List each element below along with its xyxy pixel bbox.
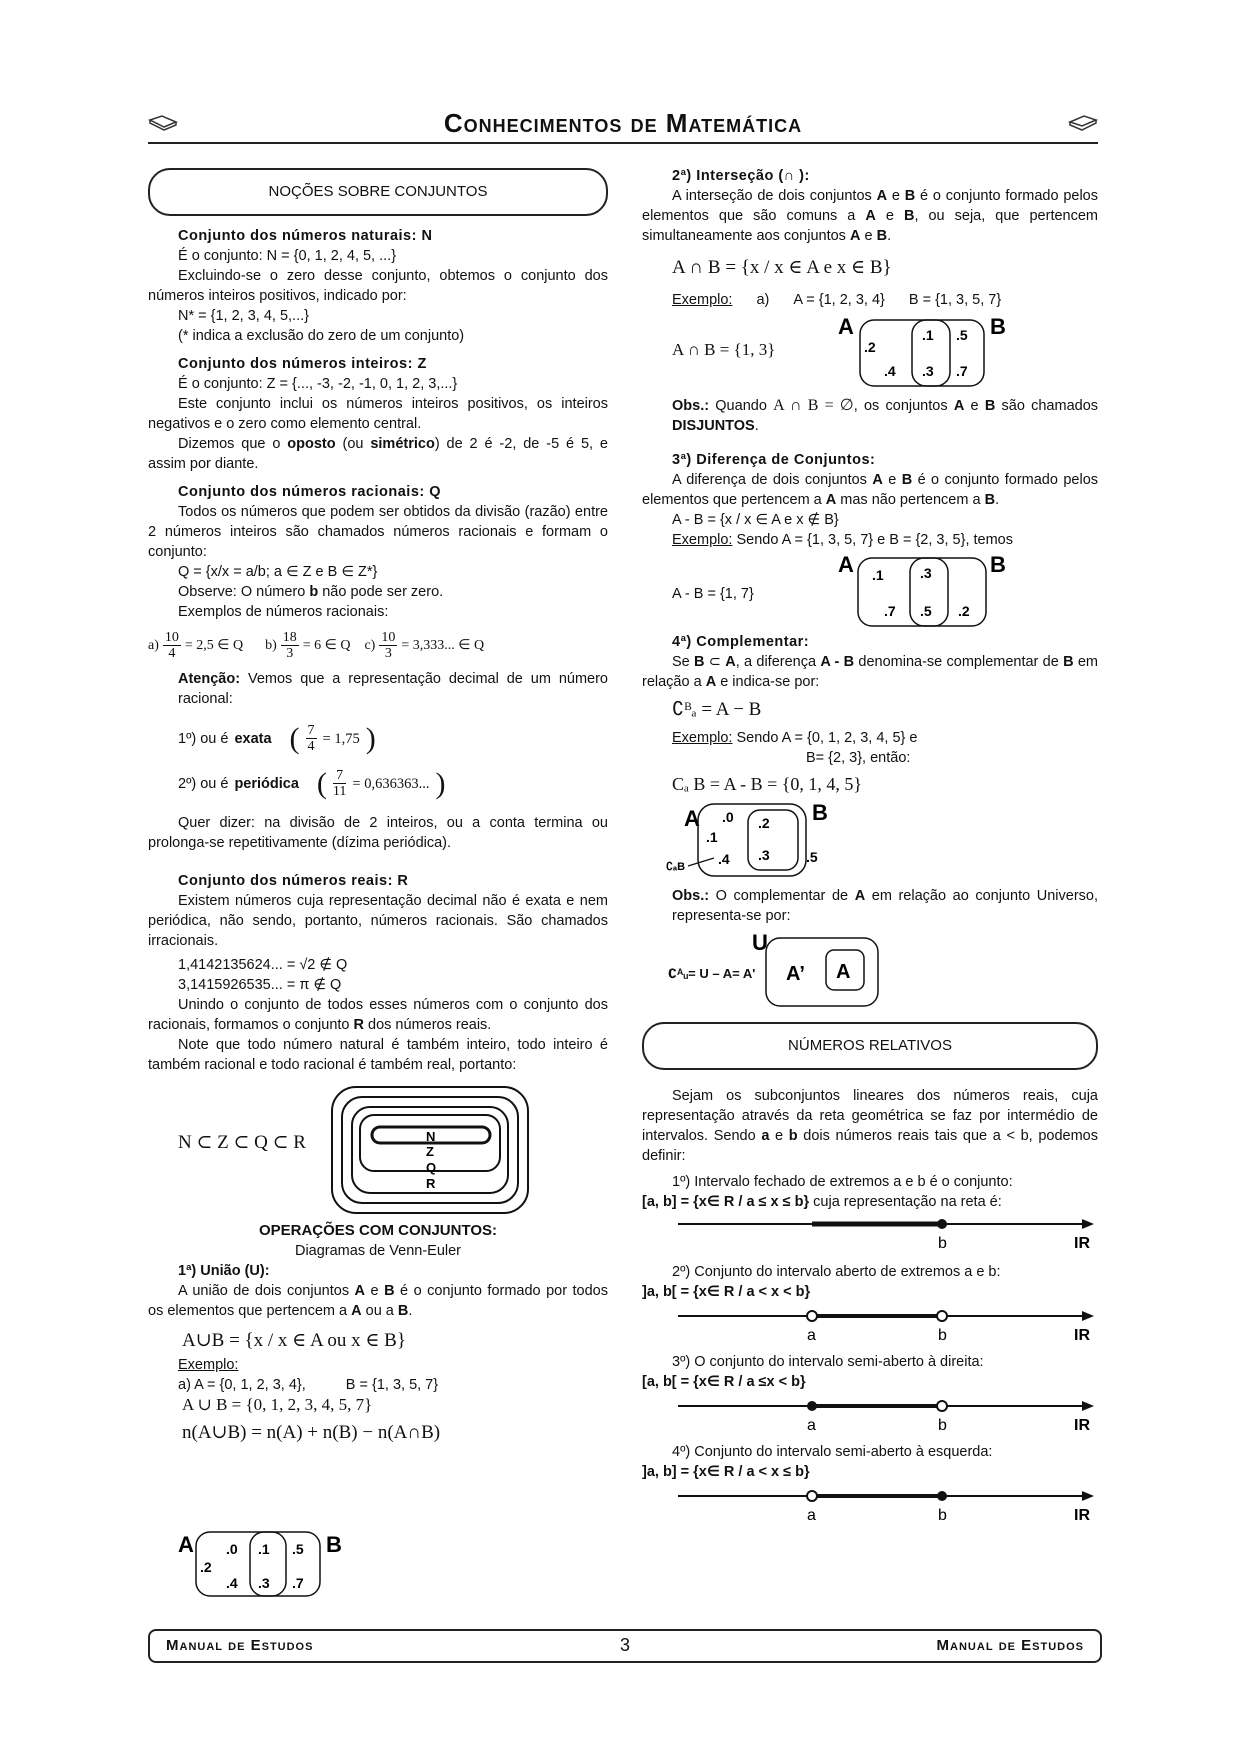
section-heading: 1ª) União (U): (178, 1263, 270, 1279)
svg-text:IR: IR (1074, 1417, 1090, 1434)
text-line: É o conjunto: N = {0, 1, 2, 4, 5, ...} (178, 248, 397, 264)
paragraph: Se B ⊂ A, a diferença A - B denomina-se complementar de B em relação a A e indica-se por: (642, 654, 1099, 690)
paragraph: Todos os números que podem ser obtidos da divisão (razão) entre 2 números inteiros são chamados números racionais e formam o conjunto: (148, 504, 608, 560)
example-label: Exemplo: (178, 1357, 239, 1373)
svg-text:.7: .7 (884, 603, 896, 619)
svg-text:IR: IR (1074, 1235, 1090, 1252)
union-count-formula: n(A∪B) = n(A) + n(B) − n(A∩B) (182, 1422, 441, 1443)
svg-text:.2: .2 (200, 1559, 212, 1575)
svg-text:.5: .5 (292, 1541, 304, 1557)
universe-complement-figure (642, 926, 1098, 1014)
venn-diagram-union (178, 1530, 348, 1600)
text-line: Exemplos de números racionais: (178, 604, 389, 620)
svg-text:A: A (684, 806, 700, 831)
periodic-example: 2º) ou é periódica ( $\frac{7}{11}$ = 0,636363... ) (178, 766, 446, 800)
footer-right: Manual de Estudos (936, 1637, 1084, 1654)
number-line-closed (642, 1212, 1098, 1256)
number-line-right-open (642, 1392, 1098, 1436)
svg-text:B: B (990, 314, 1006, 339)
text-line: Q = {x/x = a/b; a ∈ Z e B ∈ Z*} (178, 564, 378, 580)
svg-text:.7: .7 (292, 1575, 304, 1591)
book-icon (1068, 112, 1098, 132)
section-title-box: NÚMEROS RELATIVOS (642, 1022, 1098, 1070)
svg-text:A: A (838, 314, 854, 339)
svg-text:.0: .0 (722, 809, 734, 825)
exact-example: 1º) ou é exata ( $\frac{7}{4}$ = 1,75 ) (178, 721, 376, 755)
set-label-z: Z (426, 1144, 434, 1159)
svg-text:B: B (812, 800, 828, 825)
text-line: 1,4142135624... = √2 ∉ Q (178, 957, 348, 973)
svg-text:.3: .3 (922, 363, 934, 379)
text-line: (* indica a exclusão do zero de um conjunto) (178, 328, 465, 344)
paragraph: Dizemos que o oposto (ou simétrico) de 2 é -2, de -5 é 5, e assim por diante. (148, 436, 608, 472)
intersection-example: Exemplo: a) A = {1, 2, 3, 4} B = {1, 3, 5, 7} (672, 292, 1002, 308)
svg-text:.3: .3 (758, 847, 770, 863)
svg-text:.3: .3 (258, 1575, 270, 1591)
intersection-result: A ∩ B = {1, 3} (672, 340, 776, 359)
interval-formula: [a, b[ = {x∈ R / a ≤x < b} (642, 1374, 806, 1390)
paragraph: Obs.: Quando A ∩ B = ∅, os conjuntos A e B são chamados DISJUNTOS. (672, 397, 1099, 434)
complement-result: Cₐ B = A - B = {0, 1, 4, 5} (672, 774, 863, 794)
number-line-open (642, 1302, 1098, 1346)
page-title: Conhecimentos de Matemática (443, 108, 803, 138)
paragraph: Sejam os subconjuntos lineares dos números reais, cuja representação através da reta geométrica se faz por intermédio de intervalos. Sendo a e b dois números reais tais que a < b, podemos definir: (642, 1088, 1098, 1164)
difference-result: A - B = {1, 7} (672, 586, 754, 602)
svg-text:.2: .2 (758, 815, 770, 831)
interval-formula: [a, b] = {x∈ R / a ≤ x ≤ b} cuja representação na reta é: (642, 1194, 1002, 1210)
paragraph: A união de dois conjuntos A e B é o conjunto formado por todos os elementos que pertencem a A ou a B. (148, 1283, 608, 1319)
paragraph: Note que todo número natural é também inteiro, todo inteiro é também racional e todo racional é também real, portanto: (148, 1037, 608, 1073)
rational-examples: a) $\frac{10}{4}$ = 2,5 ∈ Q b) $\frac{18}{3}$ = 6 ∈ Q c) $\frac{10}{3}$ = 3,333... ∈ Q (148, 630, 485, 661)
text-line: Exemplo: Sendo A = {0, 1, 2, 3, 4, 5} e (672, 730, 918, 746)
union-formula: A∪B = {x / x ∈ A ou x ∈ B} (182, 1330, 406, 1351)
svg-text:.7: .7 (956, 363, 968, 379)
svg-text:.5: .5 (806, 849, 818, 865)
subheading: Diagramas de Venn-Euler (294, 1243, 462, 1259)
svg-text:.2: .2 (864, 339, 876, 355)
svg-text:∁ₐB: ∁ₐB (666, 861, 686, 873)
paragraph: Unindo o conjunto de todos esses números com o conjunto dos racionais, formamos o conjunto R dos números reais. (148, 997, 608, 1033)
interval-formula: ]a, b] = {x∈ R / a < x ≤ b} (642, 1464, 810, 1480)
svg-text:A’: A’ (786, 963, 805, 985)
set-label-q: Q (426, 1160, 437, 1175)
interval-title: 3º) O conjunto do intervalo semi-aberto à direita: (672, 1354, 984, 1370)
svg-text:a: a (807, 1327, 816, 1344)
svg-text:b: b (938, 1327, 947, 1344)
union-result: A ∪ B = {0, 1, 2, 3, 4, 5, 7} (182, 1395, 373, 1414)
text-line: 3,1415926535... = π ∉ Q (178, 977, 342, 993)
svg-text:U: U (752, 930, 768, 955)
left-column (148, 166, 608, 1591)
inclusion-chain: N ⊂ Z ⊂ Q ⊂ R (178, 1132, 306, 1153)
number-line-left-open (642, 1482, 1098, 1526)
svg-text:A: A (838, 552, 854, 577)
paragraph: A diferença de dois conjuntos A e B é o conjunto formado pelos elementos que pertencem a A mas não pertencem a B. (642, 472, 1099, 508)
difference-result-row (642, 550, 1098, 630)
intersection-result-row (642, 310, 1098, 396)
svg-text:.5: .5 (956, 327, 968, 343)
section-heading: Conjunto dos números racionais: Q (178, 484, 442, 500)
venn-label-b: B (326, 1532, 342, 1557)
universe-diagram (752, 928, 882, 1010)
nested-sets-diagram (330, 1085, 530, 1215)
svg-text:.4: .4 (226, 1575, 238, 1591)
interval-title: 1º) Intervalo fechado de extremos a e b é o conjunto: (672, 1174, 1013, 1190)
text-line: N* = {1, 2, 3, 4, 5,...} (178, 308, 309, 324)
text-line: A - B = {x / x ∈ A e x ∉ B} (672, 512, 839, 528)
footer-left: Manual de Estudos (166, 1637, 314, 1654)
svg-text:.0: .0 (226, 1541, 238, 1557)
venn-label-a: A (178, 1532, 194, 1557)
venn-diagram-difference (838, 550, 1008, 630)
page-number: 3 (619, 1635, 630, 1655)
interval-title: 4º) Conjunto do intervalo semi-aberto à esquerda: (672, 1444, 993, 1460)
svg-text:.1: .1 (922, 327, 934, 343)
svg-text:.5: .5 (920, 603, 932, 619)
paragraph: A interseção de dois conjuntos A e B é o conjunto formado pelos elementos que são comuns a A e B, ou seja, que pertencem simultaneamente aos conjuntos A e B. (642, 188, 1098, 244)
text-line: Observe: O número b não pode ser zero. (178, 584, 444, 600)
interval-formula: ]a, b[ = {x∈ R / a < x < b} (642, 1284, 811, 1300)
paragraph: Atenção: Vemos que a representação decimal de um número racional: (178, 671, 608, 707)
universe-formula: ∁ᴬᵤ= U – A= A' (668, 966, 756, 981)
svg-text:b: b (938, 1417, 947, 1434)
svg-text:.3: .3 (920, 565, 932, 581)
section-heading: 2ª) Interseção (∩ ): (672, 168, 810, 184)
set-label-n: N (426, 1129, 436, 1144)
nested-sets-figure (148, 1085, 608, 1217)
complement-formula: ∁ᴮₐ = A − B (672, 699, 762, 720)
intersection-formula: A ∩ B = {x / x ∈ A e x ∈ B} (672, 257, 892, 278)
union-example: a) A = {0, 1, 2, 3, 4}, B = {1, 3, 5, 7} (178, 1377, 439, 1393)
svg-text:.4: .4 (884, 363, 896, 379)
svg-text:IR: IR (1074, 1327, 1090, 1344)
text-line: É o conjunto: Z = {..., -3, -2, -1, 0, 1, 2, 3,...} (178, 376, 458, 392)
svg-text:.4: .4 (718, 851, 730, 867)
paragraph: Este conjunto inclui os números inteiros positivos, os inteiros negativos e o zero como elemento central. (148, 396, 608, 432)
section-heading: OPERAÇÕES COM CONJUNTOS: (258, 1222, 498, 1239)
svg-text:IR: IR (1074, 1507, 1090, 1524)
svg-text:B: B (990, 552, 1006, 577)
section-heading: Conjunto dos números reais: R (178, 873, 409, 889)
svg-text:b: b (938, 1507, 947, 1524)
paragraph: Obs.: O complementar de A em relação ao conjunto Universo, representa-se por: (672, 888, 1098, 924)
svg-text:a: a (807, 1507, 816, 1524)
section-title-box: NOÇÕES SOBRE CONJUNTOS (148, 168, 608, 216)
right-column (642, 166, 1098, 1532)
section-heading: Conjunto dos números inteiros: Z (178, 356, 427, 372)
svg-text:b: b (938, 1235, 947, 1252)
set-label-r: R (426, 1176, 436, 1191)
svg-text:A: A (836, 961, 851, 983)
svg-text:.1: .1 (872, 567, 884, 583)
text-line: Exemplo: Sendo A = {1, 3, 5, 7} e B = {2, 3, 5}, temos (672, 532, 1014, 548)
text-line: B= {2, 3}, então: (806, 750, 911, 766)
paragraph: Existem números cuja representação decimal não é exata e nem periódica, não sendo, portanto, números racionais. São chamados irracionais. (148, 893, 608, 949)
page-header (148, 108, 1098, 144)
venn-diagram-complement (666, 800, 836, 880)
svg-text:.2: .2 (958, 603, 970, 619)
section-heading: Conjunto dos números naturais: N (178, 228, 433, 244)
svg-text:.1: .1 (258, 1541, 270, 1557)
page-footer (148, 1629, 1102, 1663)
section-heading: 3ª) Diferença de Conjuntos: (672, 452, 876, 468)
venn-diagram-intersection (838, 312, 1008, 392)
paragraph: Quer dizer: na divisão de 2 inteiros, ou a conta termina ou prolonga-se repetitivamente (dízima periódica). (148, 815, 608, 851)
interval-title: 2º) Conjunto do intervalo aberto de extremos a e b: (672, 1264, 1001, 1280)
paragraph: Excluindo-se o zero desse conjunto, obtemos o conjunto dos números inteiros positivos, indicado por: (148, 268, 608, 304)
svg-text:a: a (807, 1417, 816, 1434)
svg-text:.1: .1 (706, 829, 718, 845)
section-heading: 4ª) Complementar: (672, 634, 810, 650)
